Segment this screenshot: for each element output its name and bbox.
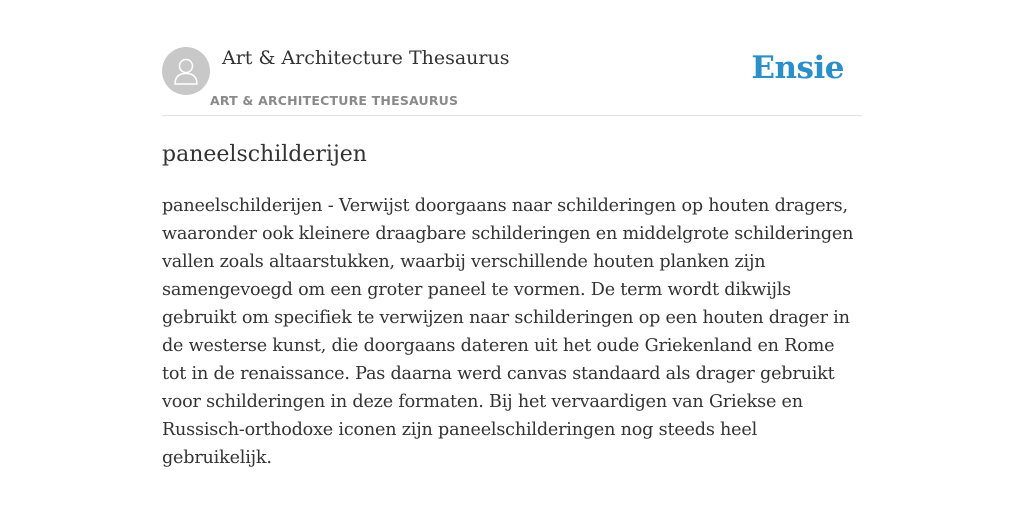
brand-logo[interactable]: Ensie bbox=[751, 50, 844, 86]
entry-card bbox=[162, 46, 862, 472]
definition-text: paneelschilderijen - Verwijst doorgaans naar schilderingen op houten dragers, waaronder ook kleinere draagbare schilderingen en middelgrote schilderingen vallen zoals altaarstukken, waarbij verschillende houten planken zijn samengevoegd om een groter paneel te vormen. De term wordt dikwijls gebruikt om specifiek te verwijzen naar schilderingen op een houten drager in de westerse kunst, die doorgaans dateren uit het oude Griekenland en Rome tot in de renaissance. Pas daarna werd canvas standaard als drager gebruikt voor schilderingen in deze formaten. Bij het vervaardigen van Griekse en Russisch-orthodoxe iconen zijn paneelschilderingen nog steeds heel gebruikelijk. bbox=[162, 196, 854, 468]
avatar[interactable] bbox=[162, 47, 210, 95]
source-title[interactable]: Art & Architecture Thesaurus bbox=[222, 47, 510, 69]
entry-header bbox=[162, 46, 862, 116]
source-subtitle[interactable]: ART & ARCHITECTURE THESAURUS bbox=[210, 93, 459, 108]
term-title: paneelschilderijen bbox=[162, 142, 367, 167]
user-icon bbox=[172, 56, 200, 86]
